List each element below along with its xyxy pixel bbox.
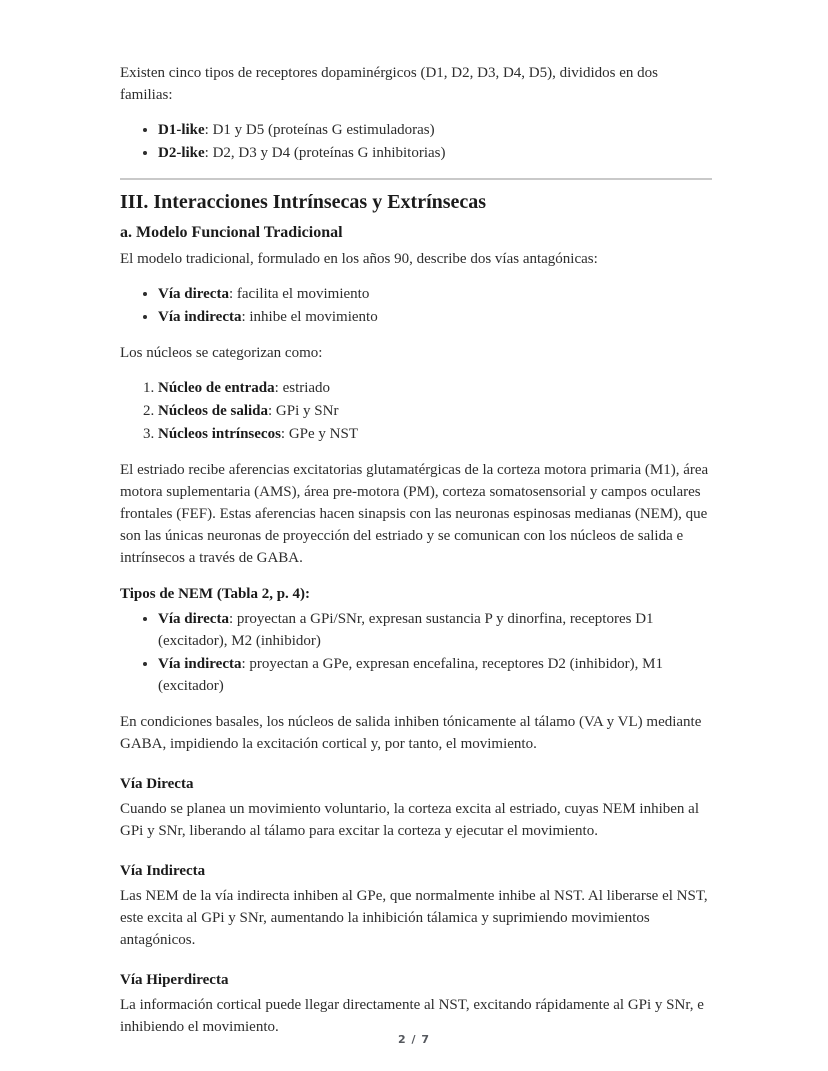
basal-paragraph: En condiciones basales, los núcleos de salida inhiben tónicamente al tálamo (VA y VL) mediante GABA, impidiendo la excitación cortical y, por tanto, el movimiento. bbox=[120, 714, 702, 752]
list-item-text: : proyectan a GPe, expresan encefalina, receptores D2 (inhibidor), M1 (excitador) bbox=[158, 656, 663, 694]
list-item bbox=[158, 306, 712, 328]
list-item-text: : facilita el movimiento bbox=[228, 286, 370, 302]
nuclei-list bbox=[120, 377, 712, 445]
receptor-family-list bbox=[120, 119, 712, 164]
section-title: III. Interacciones Intrínsecas y Extrínsecas bbox=[120, 191, 487, 213]
bold-term: Núcleos de salida bbox=[158, 403, 269, 419]
nuclei-intro-paragraph: Los núcleos se categorizan como: bbox=[120, 345, 323, 361]
via-indirecta-paragraph: Las NEM de la vía indirecta inhiben al GPe, que normalmente inhibe al NST. Al liberarse el NST, este excita al GPi y SNr, aumentando la inhibición tálamica y suprimiendo movimientos antagónicos. bbox=[120, 888, 708, 948]
via-indirecta-heading: Vía Indirecta bbox=[120, 863, 206, 879]
bold-term: Núcleo de entrada bbox=[158, 380, 275, 396]
subsection-title: a. Modelo Funcional Tradicional bbox=[120, 224, 343, 241]
list-item bbox=[158, 377, 712, 399]
bold-term: Núcleos intrínsecos bbox=[158, 426, 281, 442]
document-content bbox=[120, 62, 712, 1051]
list-item-text: : estriado bbox=[274, 380, 331, 396]
via-directa-heading: Vía Directa bbox=[120, 776, 194, 792]
bold-term: Vía indirecta bbox=[158, 309, 242, 325]
via-hiperdirecta-paragraph: La información cortical puede llegar directamente al NST, excitando rápidamente al GPi y SNr, e inhibiendo el movimiento. bbox=[120, 997, 704, 1035]
bold-term: Vía directa bbox=[158, 611, 229, 627]
list-item bbox=[158, 400, 712, 422]
list-item-text: : GPi y SNr bbox=[268, 403, 339, 419]
list-item-text: : D2, D3 y D4 (proteínas G inhibitorias) bbox=[204, 145, 446, 161]
list-item-text: : GPe y NST bbox=[280, 426, 359, 442]
section-divider bbox=[120, 178, 712, 180]
bold-term: D2-like bbox=[158, 145, 205, 161]
list-item bbox=[158, 142, 712, 164]
list-item bbox=[158, 119, 712, 141]
list-item bbox=[158, 608, 712, 652]
via-hiperdirecta-heading: Vía Hiperdirecta bbox=[120, 972, 229, 988]
bold-term: D1-like bbox=[158, 122, 205, 138]
nem-types-list bbox=[120, 608, 712, 697]
list-item-text: : proyectan a GPi/SNr, expresan sustancia P y dinorfina, receptores D1 (excitador), M2 (inhibidor) bbox=[158, 611, 654, 649]
list-item bbox=[158, 283, 712, 305]
list-item-text: : D1 y D5 (proteínas G estimuladoras) bbox=[204, 122, 435, 138]
page-indicator: 2 / 7 bbox=[398, 1033, 430, 1046]
bold-term: Vía directa bbox=[158, 286, 229, 302]
striatum-paragraph: El estriado recibe aferencias excitatorias glutamatérgicas de la corteza motora primaria (M1), área motora suplementaria (AMS), área pre-motora (PM), corteza somatosensorial y campos oculares frontales (FEF). Estas aferencias hacen sinapsis con las neuronas espinosas medianas (NEM), que son las únicas neuronas de proyección del estriado y se comunican con los núcleos de salida e intrínsecos a través de GABA. bbox=[120, 462, 709, 566]
bold-term: Vía indirecta bbox=[158, 656, 242, 672]
nem-types-heading: Tipos de NEM (Tabla 2, p. 4): bbox=[120, 586, 311, 602]
model-intro-paragraph: El modelo tradicional, formulado en los años 90, describe dos vías antagónicas: bbox=[120, 251, 598, 267]
list-item-text: : inhibe el movimiento bbox=[241, 309, 378, 325]
list-item bbox=[158, 653, 712, 697]
via-directa-paragraph: Cuando se planea un movimiento voluntario, la corteza excita al estriado, cuyas NEM inhiben al GPi y SNr, liberando al tálamo para excitar la corteza y ejecutar el movimiento. bbox=[120, 801, 699, 839]
pathway-list bbox=[120, 283, 712, 328]
intro-paragraph: Existen cinco tipos de receptores dopaminérgicos (D1, D2, D3, D4, D5), divididos en dos familias: bbox=[120, 65, 658, 103]
list-item bbox=[158, 423, 712, 445]
